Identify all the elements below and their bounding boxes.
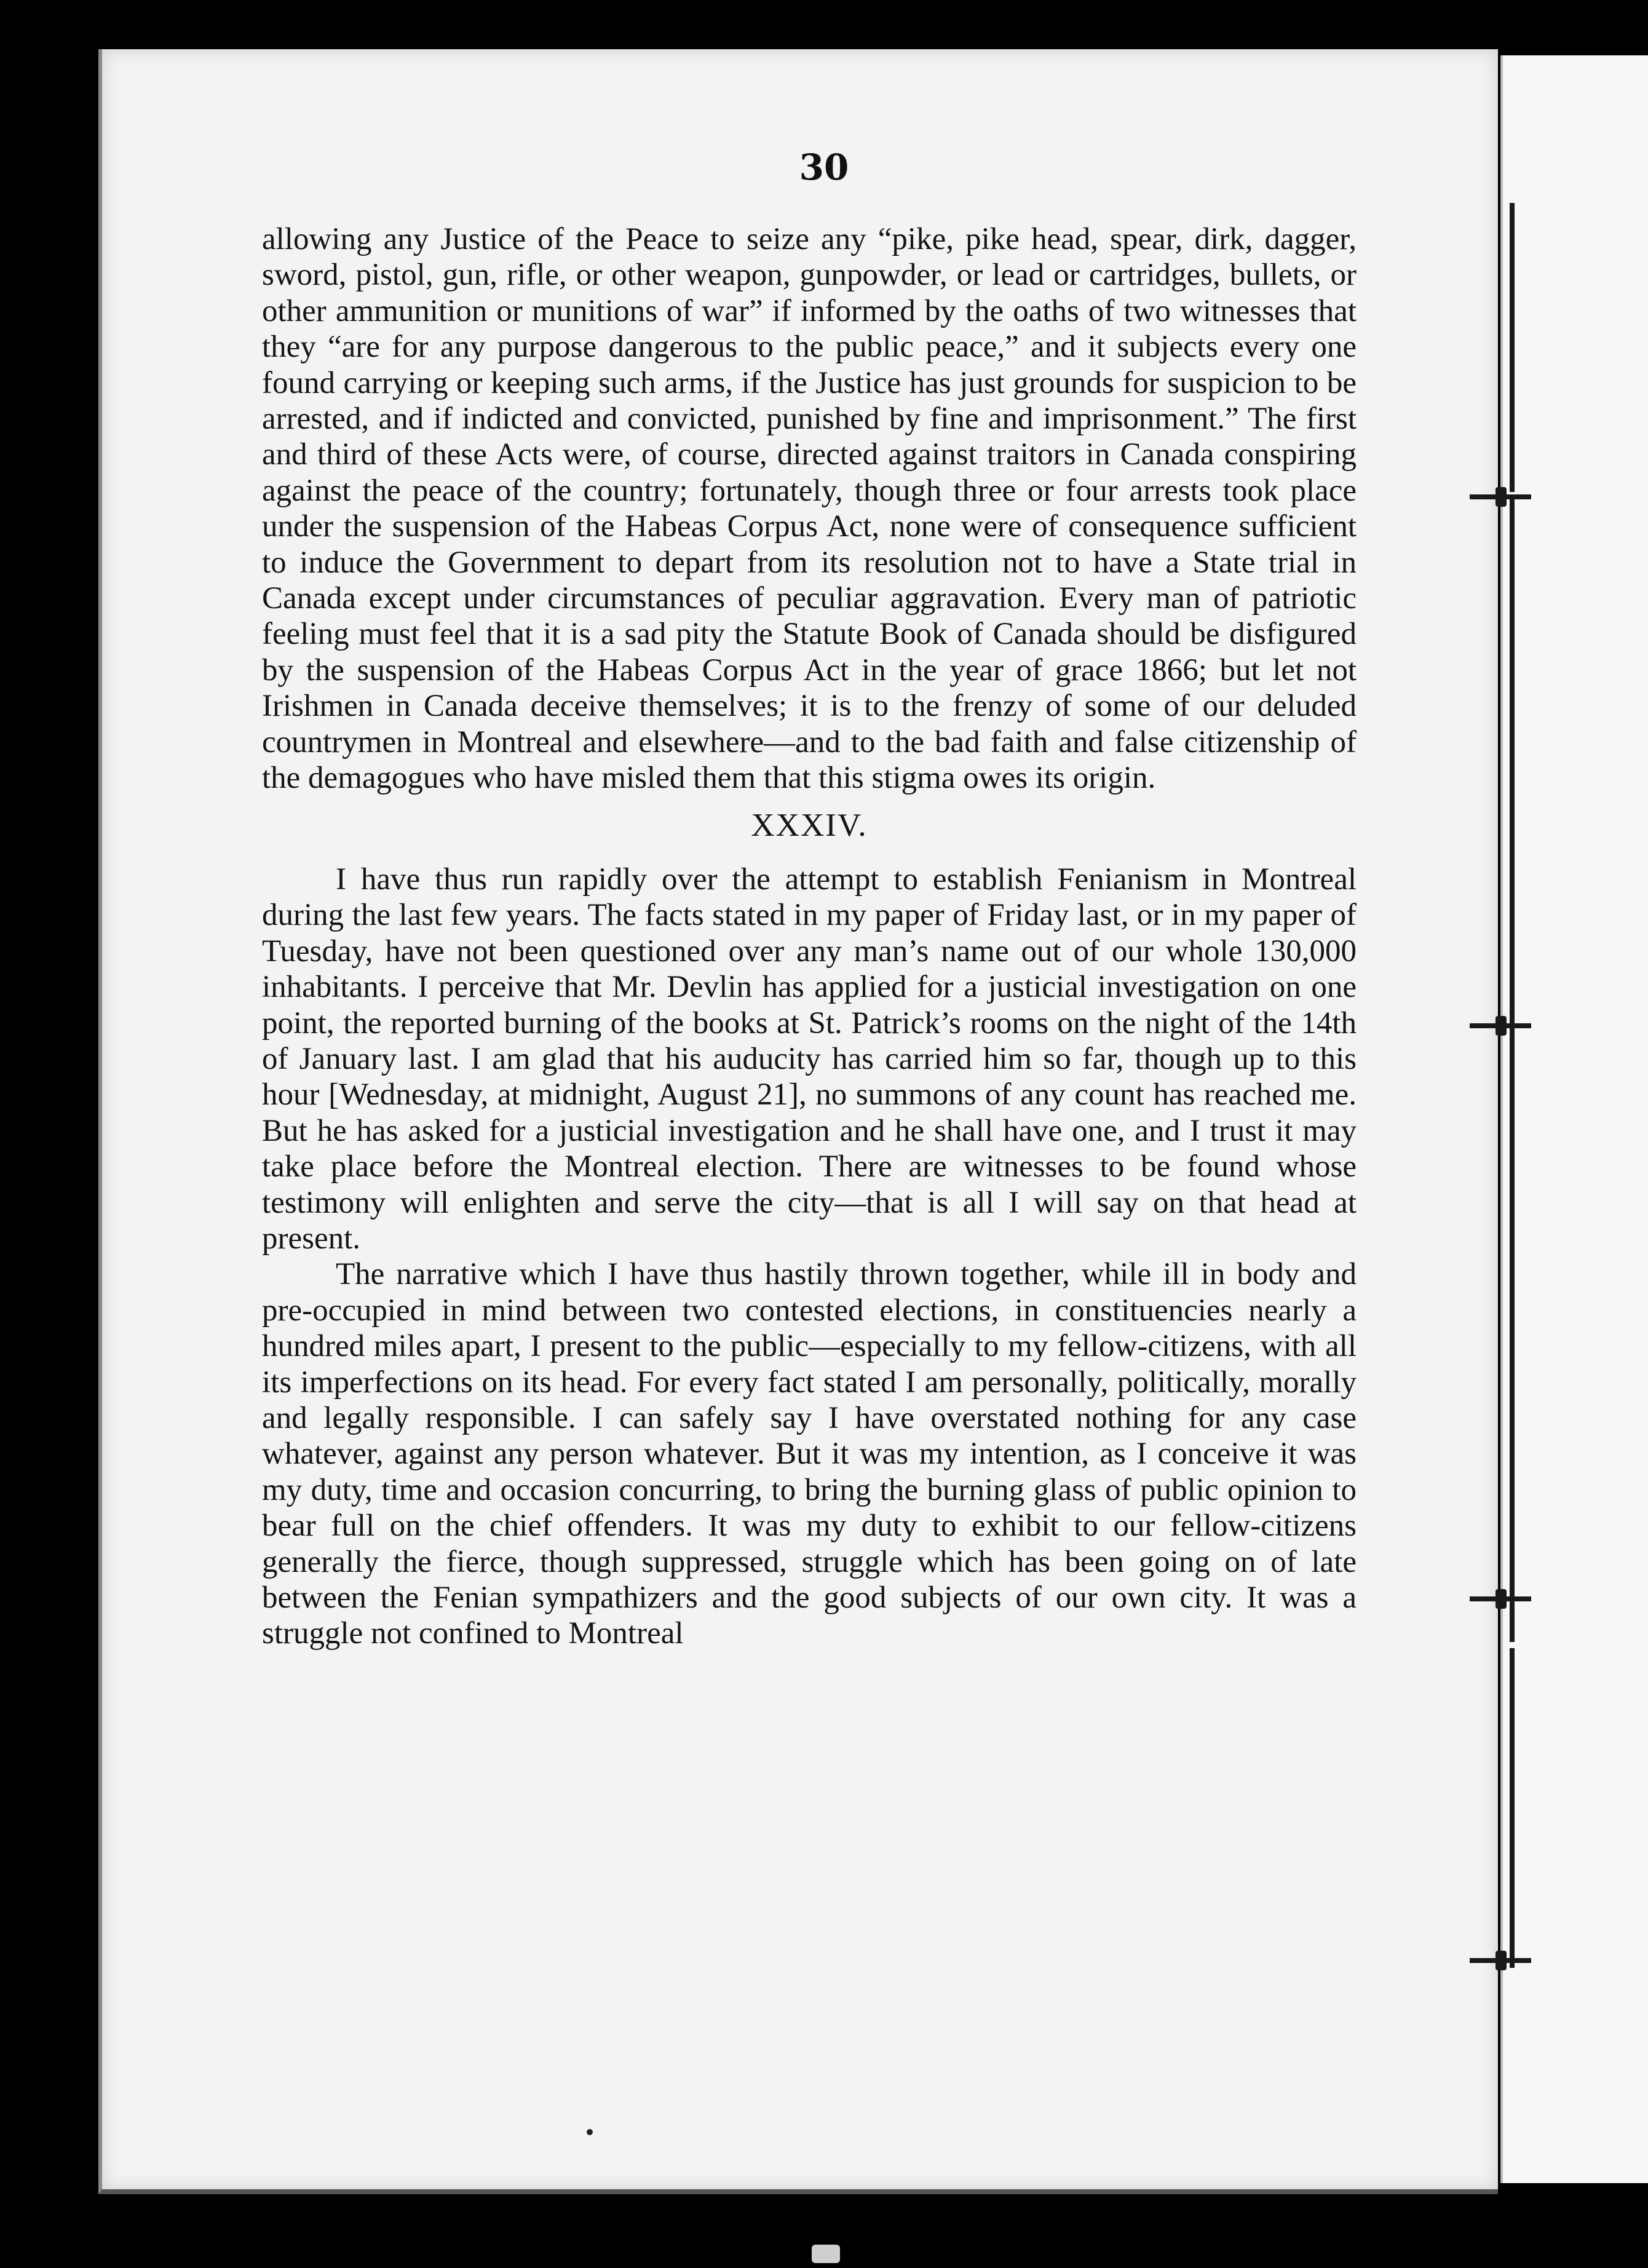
binding-line-middle: [1510, 498, 1515, 1642]
ink-fleck: [587, 2129, 593, 2135]
binding-stitch-2: [1470, 1023, 1531, 1028]
paragraph-continuation: allowing any Justice of the Peace to seize any “pike, pike head, spear, dirk, dagger, sword, pistol, gun, rifle, or other weapon, gunpowder, or lead or cartridges, bullets, or other ammunition or munitions of war” if informed by the oaths of two witnesses that they “are for any purpose dangerous to the public peace,” and it subjects every one found carrying or keeping such arms, if the Justice has just grounds for suspicion to be arrested, and if indicted and convicted, punished by fine and imprisonment.” The first and third of these Acts were, of course, directed against traitors in Canada conspiring against the peace of the country; fortunately, though three or four arrests took place under the suspension of the Habeas Corpus Act, none were of consequence sufficient to induce the Government to depart from its resolution not to have a State trial in Canada except under circumstances of peculiar aggravation. Every man of patriotic feeling must feel that it is a sad pity the Statute Book of Canada should be disfigured by the suspension of the Habeas Corpus Act in the year of grace 1866; but let not Irishmen in Canada deceive themselves; it is to the frenzy of some of our deluded countrymen in Montreal and elsewhere—and to the bad faith and false citizenship of the demagogues who have misled them that this stigma owes its origin.: [262, 222, 1357, 796]
binding-stitch-3: [1470, 1596, 1531, 1601]
next-page-edge: [1500, 55, 1648, 2183]
paragraph-fenianism: I have thus run rapidly over the attempt to establish Fenianism in Montreal during the last few years. The facts stated in my paper of Friday last, or in my paper of Tuesday, have not been questioned over any man’s name out of our whole 130,000 inhabitants. I perceive that Mr. Devlin has applied for a justicial investigation on one point, the reported burning of the books at St. Patrick’s rooms on the night of the 14th of January last. I am glad that his auducity has carried him so far, though up to this hour [Wednesday, at midnight, August 21], no summons of any count has reached me. But he has asked for a justicial investigation and he shall have one, and I trust it may take place before the Montreal election. There are witnesses to be found whose testimony will enlighten and serve the city—that is all I will say on that head at present.: [262, 862, 1357, 1256]
scan-mark: [812, 2245, 840, 2263]
binding-line-lower: [1510, 1648, 1515, 1968]
binding-line-upper: [1510, 203, 1515, 492]
paragraph-narrative: The narrative which I have thus hastily thrown together, while ill in body and pre-occupied in mind between two contested elections, in constituencies nearly a hundred miles apart, I present to the public—especially to my fellow-citizens, with all its imperfections on its head. For every fact stated I am personally, politically, morally and legally responsible. I can safely say I have overstated nothing for any case whatever, against any person whatever. But it was my intention, as I conceive it was my duty, time and occasion concurring, to bring the burning glass of public opinion to bear full on the chief offenders. It was my duty to exhibit to our fellow-citizens generally the fierce, though suppressed, struggle which has been going on of late between the Fenian sympathizers and the good subjects of our own city. It was a struggle not confined to Montreal: [262, 1257, 1357, 1651]
page-number: 30: [799, 146, 849, 188]
section-heading: XXXIV.: [751, 807, 868, 843]
binding-stitch-1: [1470, 494, 1531, 499]
binding-stitch-4: [1470, 1958, 1531, 1963]
body-text: [262, 221, 1357, 1652]
